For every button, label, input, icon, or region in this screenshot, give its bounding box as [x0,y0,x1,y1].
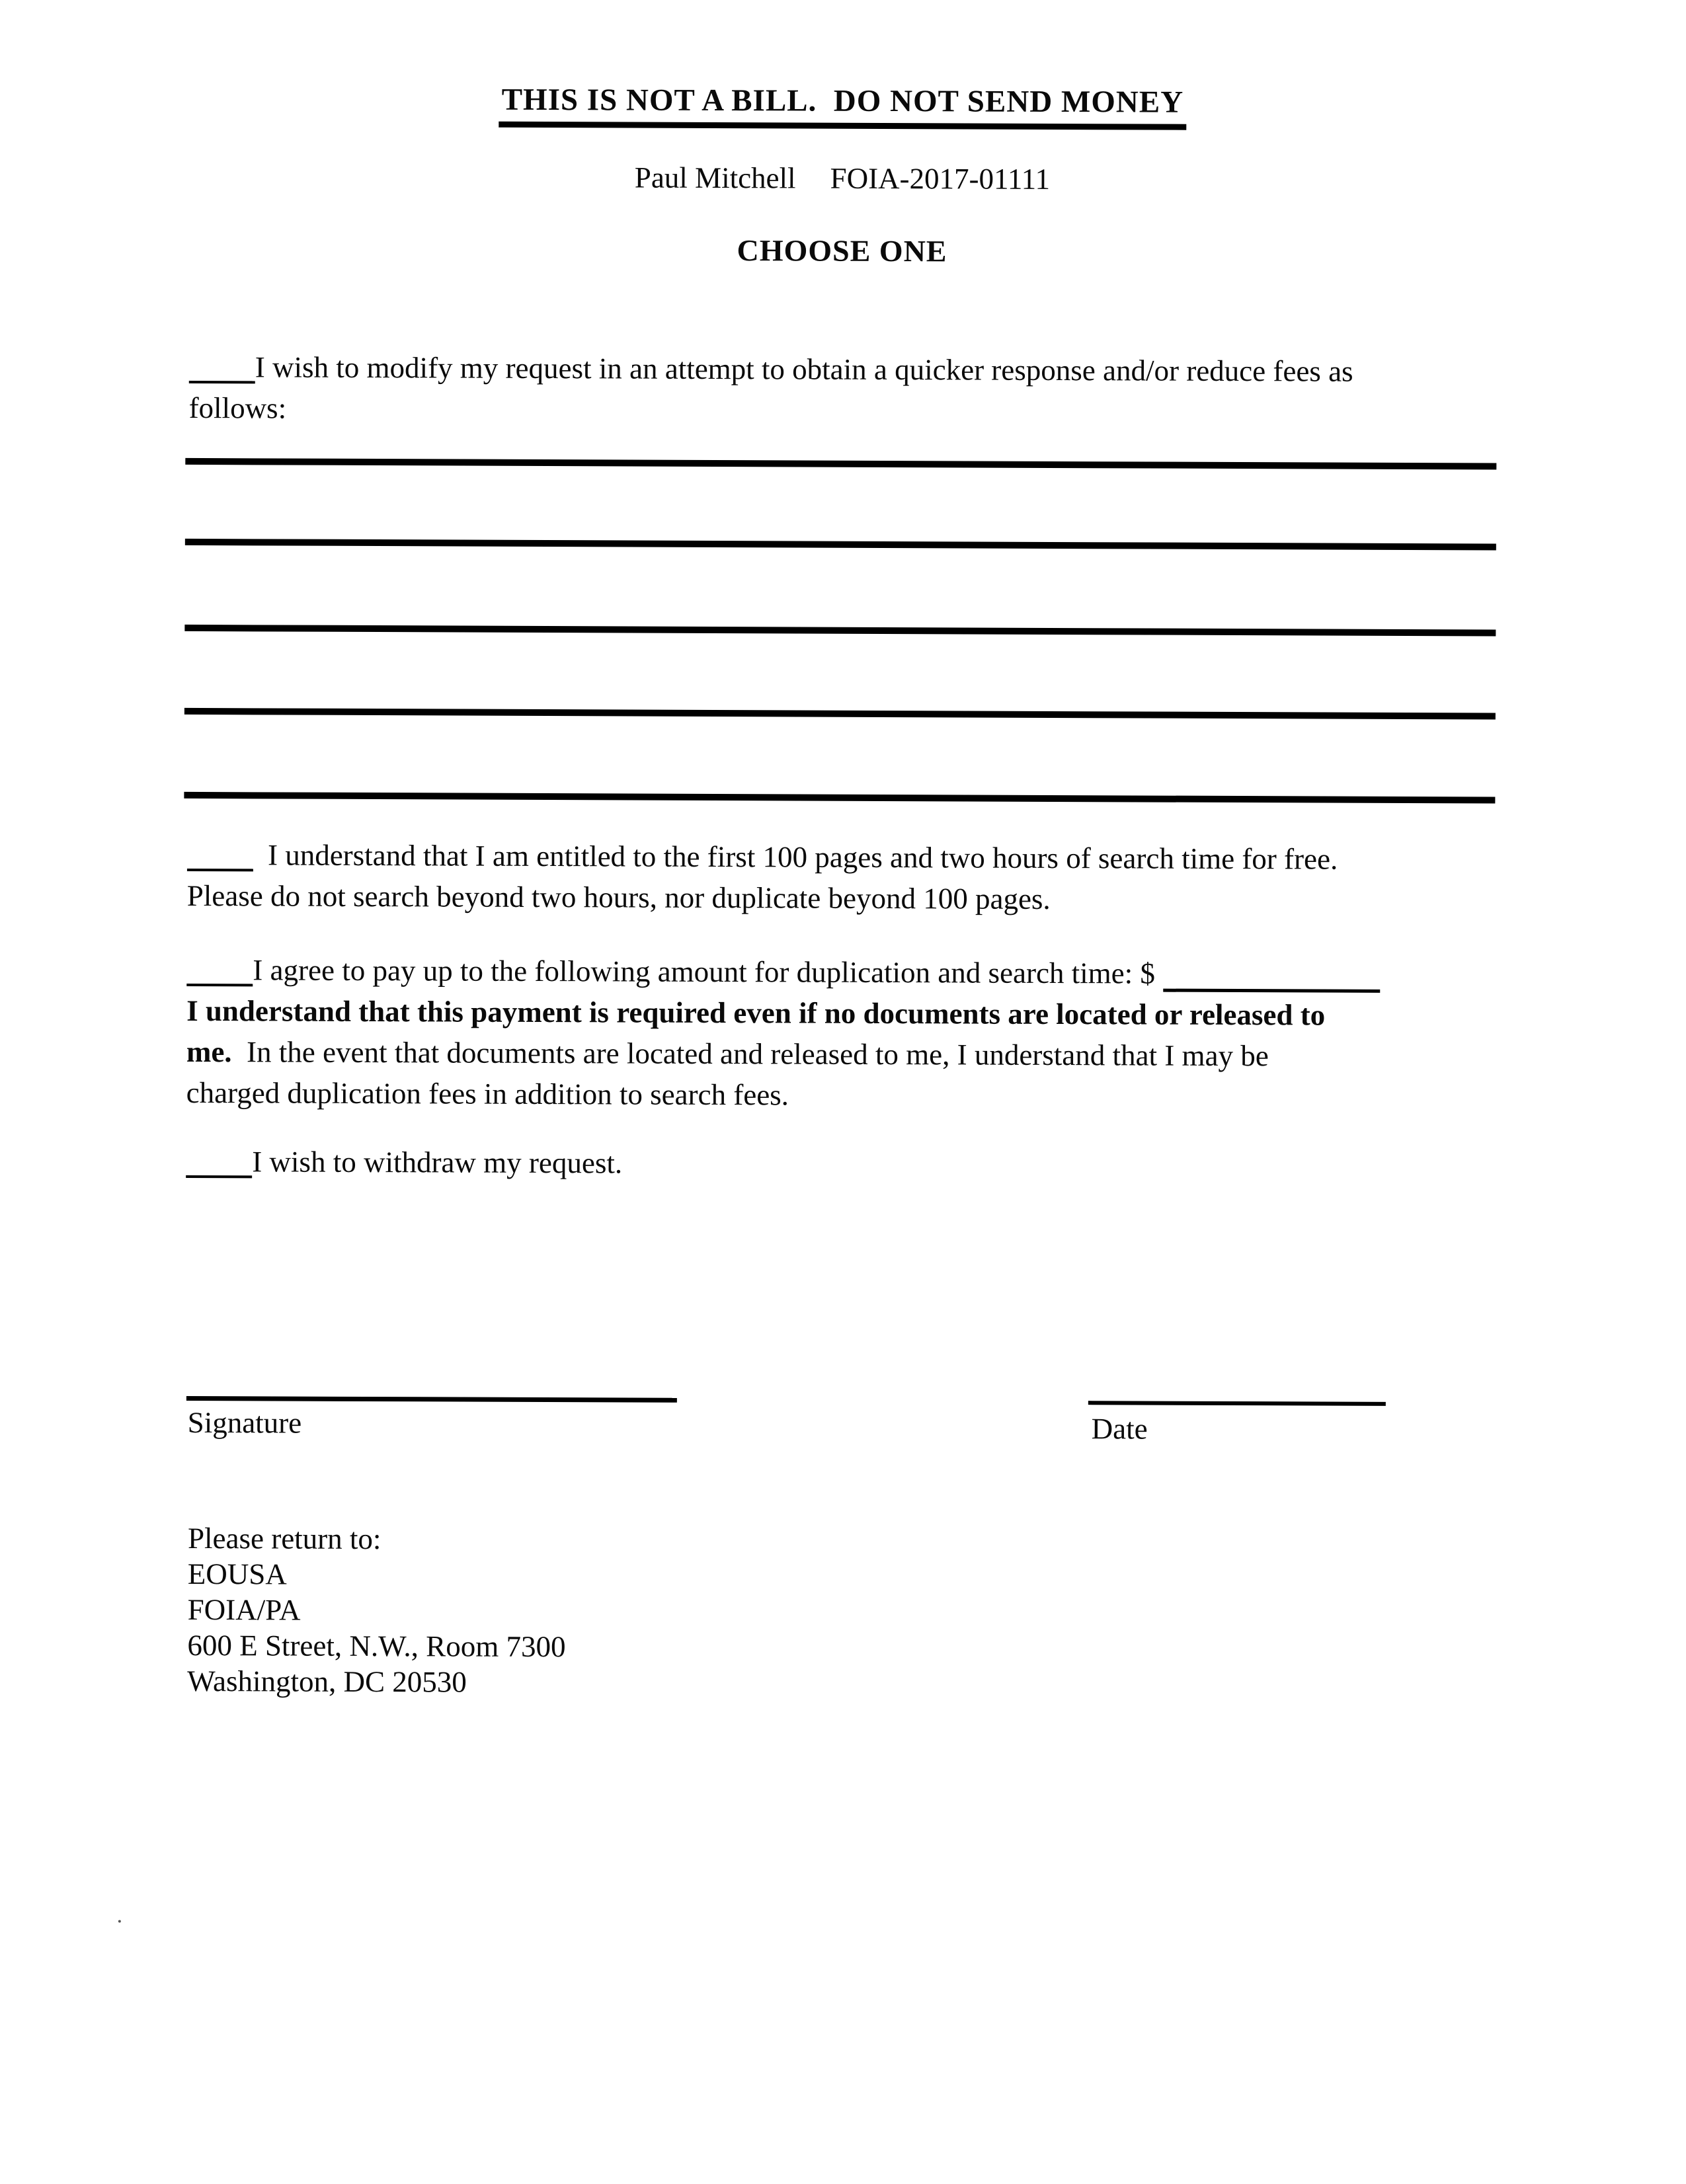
answer-line-2 [185,539,1496,551]
option-entitled-paragraph [187,834,1543,921]
return-address-line-4: Washington, DC 20530 [187,1664,467,1699]
option-agree-text-line1: I agree to pay up to the following amount for duplication and search time: $ [253,953,1156,990]
scan-speck [118,1920,121,1923]
case-number: FOIA-2017-01111 [830,161,1051,196]
option-blank-withdraw [186,1166,252,1178]
signature-label: Signature [187,1405,302,1440]
option-withdraw-paragraph [186,1141,1541,1187]
option-modify-text-line1: I wish to modify my request in an attempt to obtain a quicker response and/or reduce fees as [255,350,1353,388]
option-modify-paragraph [189,346,1545,434]
return-address-line-3: 600 E Street, N.W., Room 7300 [187,1628,566,1664]
option-blank-modify [189,371,255,383]
requester-name: Paul Mitchell [634,161,796,195]
option-withdraw-text: I wish to withdraw my request. [252,1145,623,1180]
option-agree-text-line2-bold: I understand that this payment is required even if no documents are located or released to [186,994,1326,1032]
option-entitled-text-line1: I understand that I am entitled to the first 100 pages and two hours of search time for free. [267,838,1338,876]
return-address-block [187,1520,566,1700]
option-agree-text-line3-rest: In the event that documents are located and released to me, I understand that I may be [231,1035,1269,1073]
date-line [1088,1401,1386,1406]
option-agree-text-line3-bold: me. [186,1034,232,1069]
document-header [0,80,1686,132]
answer-line-3 [184,625,1496,637]
date-label: Date [1091,1412,1148,1446]
signature-line [186,1396,677,1403]
document-title: THIS IS NOT A BILL. DO NOT SEND MONEY [499,82,1187,130]
option-modify-text-line2: follows: [188,391,287,425]
amount-blank [1163,980,1380,993]
answer-line-4 [184,708,1496,720]
answer-line-5 [184,792,1495,804]
return-address-intro: Please return to: [187,1521,381,1556]
option-agree-paragraph [186,949,1543,1118]
return-address-line-2: FOIA/PA [187,1592,301,1627]
return-address-line-1: EOUSA [187,1557,287,1591]
option-blank-entitled [187,859,253,871]
option-agree-text-line4: charged duplication fees in addition to search fees. [186,1075,789,1112]
case-info-line [0,158,1685,199]
option-entitled-text-line2: Please do not search beyond two hours, nor duplicate beyond 100 pages. [186,878,1051,916]
option-blank-agree [186,974,253,986]
section-heading: CHOOSE ONE [737,233,947,268]
answer-line-1 [185,458,1496,470]
